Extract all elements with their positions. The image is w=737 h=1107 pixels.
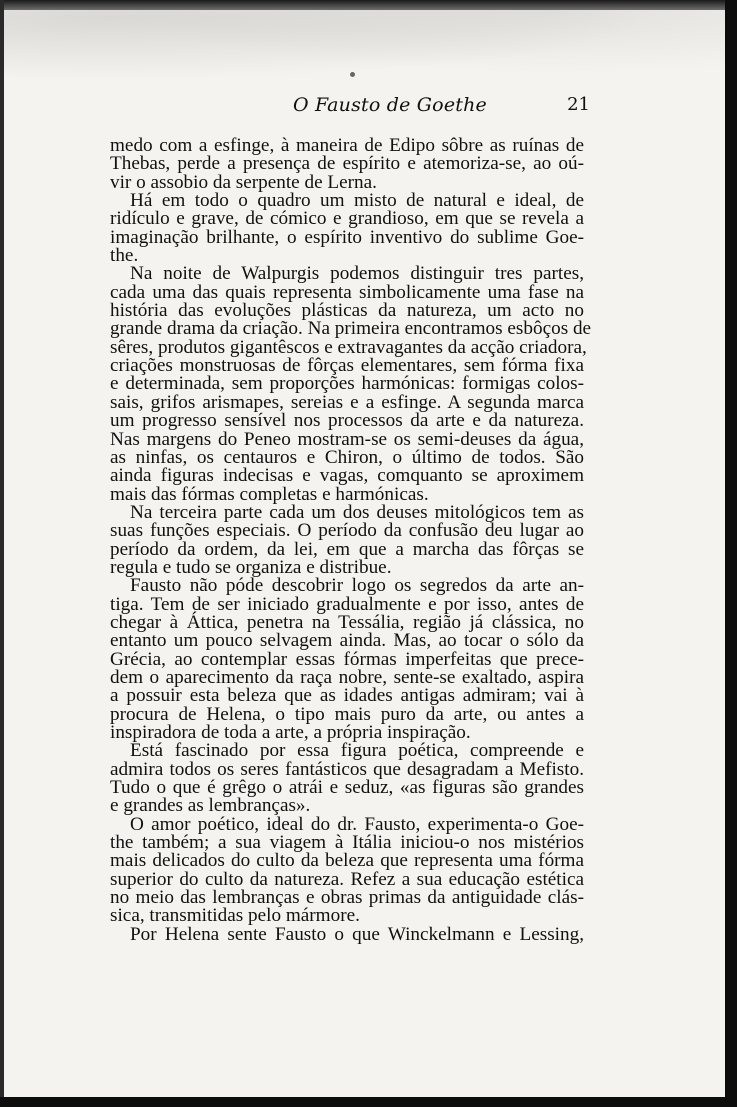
text-line: mais delicados do culto da beleza que representa uma fórma: [110, 850, 584, 872]
text-line: admira todos os seres fantásticos que desagradam a Mefisto.: [110, 758, 584, 780]
text-line: história das evoluções plásticas da natureza, um acto no: [110, 300, 584, 322]
text-line: Thebas, perde a presença de espírito e atemoriza-se, ao oú-: [110, 153, 584, 175]
text-line: cada uma das quais representa simbolicamente uma fase na: [110, 281, 584, 303]
text-line: período da ordem, da lei, em que a marcha das fôrças se: [110, 538, 584, 560]
scan-border-top: [0, 0, 737, 10]
text-line: superior do culto da natureza. Refez a sua educação estética: [110, 868, 584, 890]
text-line: e determinada, sem proporções harmónicas: formigas colos-: [110, 373, 584, 395]
text-line: procura de Helena, o tipo mais puro da arte, ou antes a: [110, 703, 584, 725]
running-head: [100, 94, 590, 118]
text-line: mais das fórmas completas e harmónicas.: [110, 483, 429, 505]
text-line: grande drama da criação. Na primeira encontramos esbôços de: [110, 318, 592, 340]
text-line: Tudo o que é grêgo o atrái e seduz, «as figuras são grandes: [110, 777, 584, 799]
text-line: inspiradora de toda a arte, a própria inspiração.: [110, 722, 471, 743]
text-line: Há em todo o quadro um misto de natural e ideal, de: [130, 190, 584, 212]
scan-border-right: [725, 0, 737, 1107]
running-title: O Fausto de Goethe: [293, 94, 487, 116]
text-line: the também; a sua viagem à Itália iniciou-o nos mistérios: [110, 832, 584, 854]
text-line: Fausto não póde descobrir logo os segredos da arte an-: [130, 575, 584, 597]
text-line: sica, transmitidas pelo mármore.: [110, 905, 360, 927]
text-line: criações monstruosas de fôrças elementares, sem fórma fixa: [110, 355, 584, 377]
text-line: suas funções especiais. O período da confusão deu lugar ao: [110, 520, 584, 542]
scan-border-left: [0, 0, 4, 1107]
text-line: regula e tudo se organiza e distribue.: [110, 556, 392, 578]
text-line: ainda figuras indecisas e vagas, comquanto se aproximem: [110, 465, 584, 487]
text-line: dem o aparecimento da raça nobre, sente-se exaltado, aspira: [110, 666, 584, 688]
text-line: sêres, produtos gigantêscos e extravagantes da acção criadora,: [110, 336, 587, 358]
text-line: medo com a esfinge, à maneira de Edipo sôbre as ruínas de: [110, 135, 584, 156]
text-line: ridículo e grave, de cómico e grandioso, em que se revela a: [110, 208, 584, 230]
text-line: Nas margens do Peneo mostram-se os semi-deuses da água,: [110, 428, 584, 450]
text-line: a possuir esta beleza que as idades antigas admiram; vai à: [110, 685, 584, 707]
text-line: um progresso sensível nos processos da arte e da natureza.: [110, 410, 584, 432]
text-line: Está fascinado por essa figura poética, compreende e: [130, 740, 584, 762]
text-line: Na terceira parte cada um dos deuses mitológicos tem as: [130, 501, 584, 523]
text-line: imaginação brilhante, o espírito inventivo do sublime Goe-: [110, 226, 584, 248]
scan-border-bottom: [0, 1097, 737, 1107]
text-line: tiga. Tem de ser iniciado gradualmente e por isso, antes de: [110, 593, 584, 615]
text-line: vir o assobio da serpente de Lerna.: [110, 171, 377, 193]
body-text: [110, 135, 592, 945]
text-line: e grandes as lembranças».: [110, 795, 311, 817]
text-line: as ninfas, os centauros e Chiron, o último de todos. São: [110, 446, 584, 468]
page-number: 21: [567, 94, 590, 115]
ink-speck: [350, 72, 355, 77]
text-line: O amor poético, ideal do dr. Fausto, experimenta-o Goe-: [130, 813, 584, 835]
text-line: sais, grifos arismapes, sereias e a esfinge. A segunda marca: [110, 391, 584, 413]
text-line: entanto um pouco selvagem ainda. Mas, ao tocar o sólo da: [110, 630, 584, 652]
text-line: no meio das lembranças e obras primas da antiguidade clás-: [110, 887, 584, 909]
text-line: Na noite de Walpurgis podemos distinguir tres partes,: [130, 263, 584, 285]
scan-smudge: [0, 0, 737, 90]
text-line: the.: [110, 245, 139, 267]
text-line: Por Helena sente Fausto o que Winckelmann e Lessing,: [130, 923, 584, 945]
text-line: chegar à Áttica, penetra na Tessália, região já clássica, no: [110, 611, 584, 633]
text-line: Grécia, ao contemplar essas fórmas imperfeitas que prece-: [110, 648, 584, 670]
